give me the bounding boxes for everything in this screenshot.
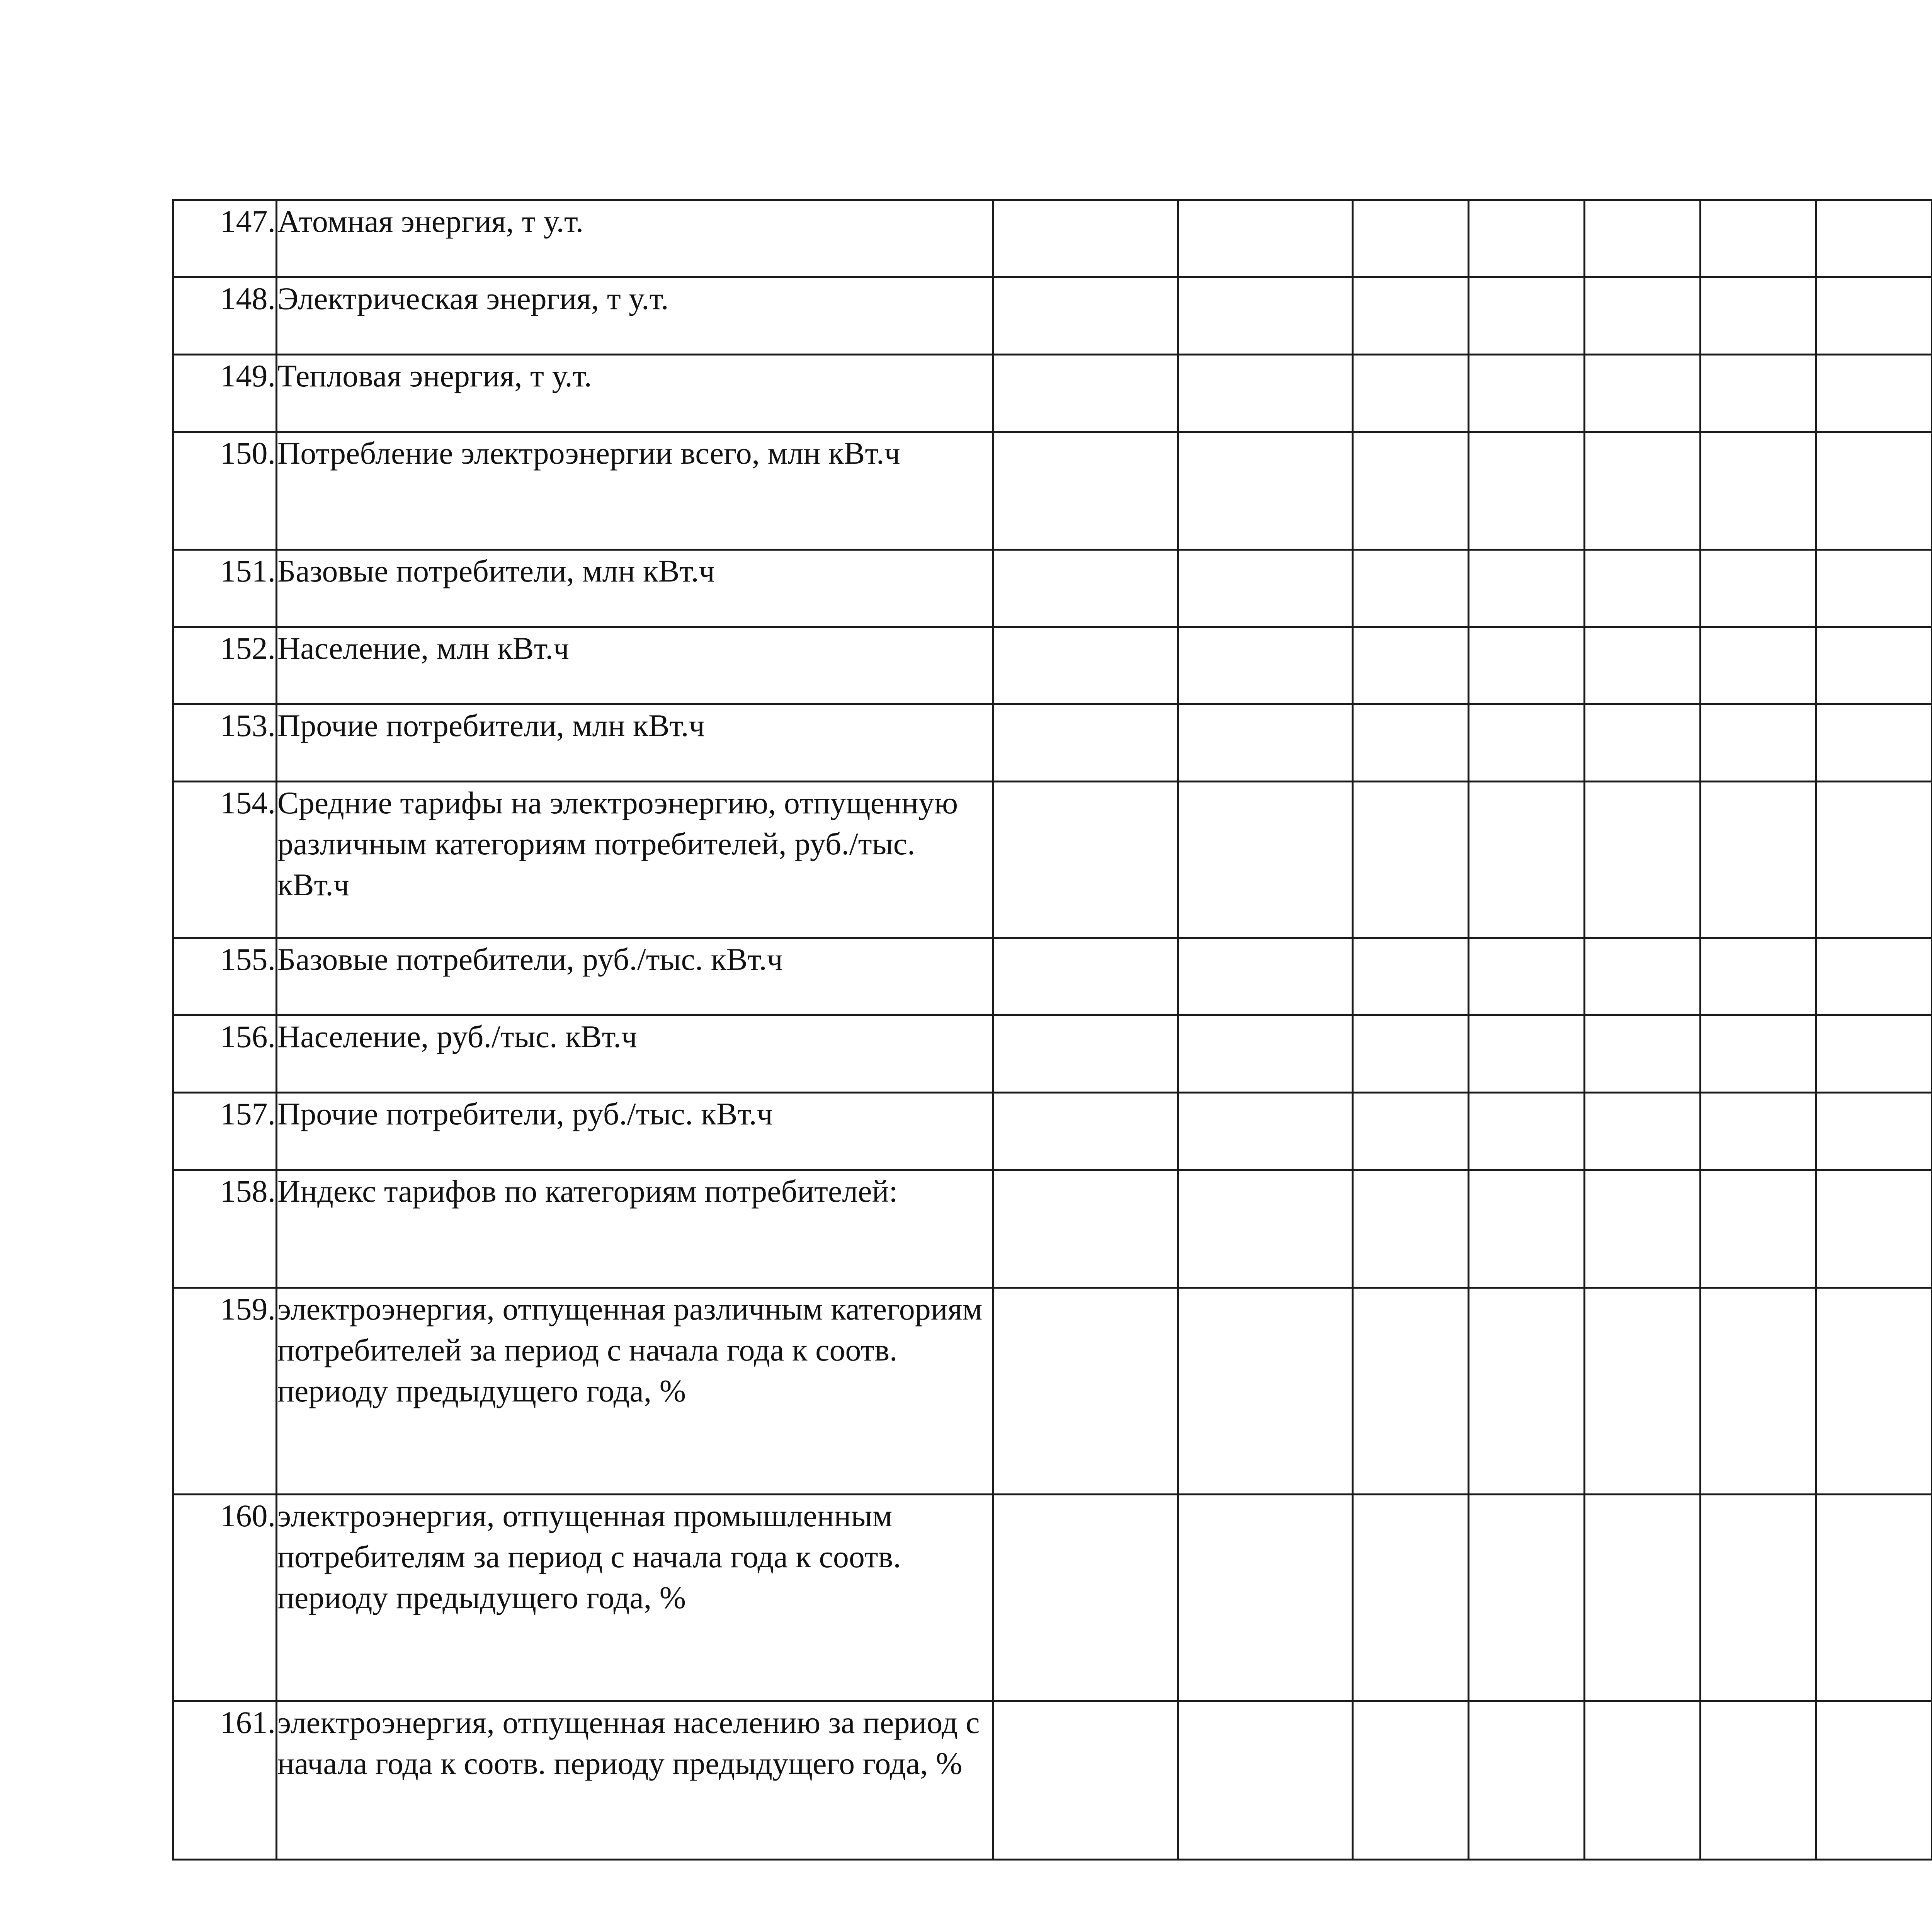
empty-value-cell [1701, 704, 1816, 782]
empty-value-cell [1816, 627, 1932, 704]
row-number: 151. [173, 550, 277, 627]
row-number: 160. [173, 1495, 277, 1701]
empty-value-cell [1701, 355, 1816, 432]
row-label: Прочие потребители, млн кВт.ч [277, 704, 993, 782]
empty-value-cell [993, 432, 1178, 550]
empty-value-cell [1353, 200, 1469, 277]
row-label: Тепловая энергия, т у.т. [277, 355, 993, 432]
empty-value-cell [1585, 432, 1701, 550]
empty-value-cell [1178, 704, 1353, 782]
empty-value-cell [1469, 200, 1585, 277]
empty-value-cell [1353, 277, 1469, 355]
empty-value-cell [1353, 1015, 1469, 1093]
empty-value-cell [993, 200, 1178, 277]
empty-value-cell [1353, 1495, 1469, 1701]
empty-value-cell [1178, 277, 1353, 355]
table-row [173, 1093, 1932, 1170]
table-row [173, 938, 1932, 1015]
row-number: 147. [173, 200, 277, 277]
empty-value-cell [1585, 1170, 1701, 1288]
row-number: 154. [173, 782, 277, 938]
empty-value-cell [1469, 1288, 1585, 1495]
row-number: 153. [173, 704, 277, 782]
row-number: 156. [173, 1015, 277, 1093]
empty-value-cell [1353, 782, 1469, 938]
empty-value-cell [1816, 277, 1932, 355]
table-row [173, 550, 1932, 627]
empty-value-cell [993, 550, 1178, 627]
empty-value-cell [1816, 550, 1932, 627]
row-label: Потребление электроэнергии всего, млн кВт.ч [277, 432, 993, 550]
row-number: 152. [173, 627, 277, 704]
table-row [173, 432, 1932, 550]
table-row [173, 277, 1932, 355]
row-label: Электрическая энергия, т у.т. [277, 277, 993, 355]
empty-value-cell [1469, 355, 1585, 432]
empty-value-cell [1469, 1495, 1585, 1701]
empty-value-cell [1178, 1015, 1353, 1093]
row-label: Население, руб./тыс. кВт.ч [277, 1015, 993, 1093]
empty-value-cell [1178, 627, 1353, 704]
empty-value-cell [1178, 1288, 1353, 1495]
table-row [173, 200, 1932, 277]
empty-value-cell [1816, 432, 1932, 550]
empty-value-cell [1816, 1288, 1932, 1495]
empty-value-cell [1469, 1701, 1585, 1860]
table-row [173, 627, 1932, 704]
empty-value-cell [993, 1015, 1178, 1093]
empty-value-cell [1469, 938, 1585, 1015]
empty-value-cell [1816, 1701, 1932, 1860]
row-label: Индекс тарифов по категориям потребителей: [277, 1170, 993, 1288]
empty-value-cell [993, 1701, 1178, 1860]
empty-value-cell [1816, 938, 1932, 1015]
empty-value-cell [1353, 1288, 1469, 1495]
row-label: Базовые потребители, млн кВт.ч [277, 550, 993, 627]
table-row [173, 1701, 1932, 1860]
empty-value-cell [1178, 200, 1353, 277]
empty-value-cell [1585, 1015, 1701, 1093]
empty-value-cell [1178, 355, 1353, 432]
empty-value-cell [1469, 432, 1585, 550]
table-row [173, 1170, 1932, 1288]
empty-value-cell [1469, 550, 1585, 627]
empty-value-cell [1353, 1170, 1469, 1288]
row-label: Средние тарифы на электроэнергию, отпущенную различным категориям потребителей, руб./тыс. кВт.ч [277, 782, 993, 938]
empty-value-cell [1816, 1495, 1932, 1701]
empty-value-cell [1469, 1093, 1585, 1170]
empty-value-cell [993, 1288, 1178, 1495]
indicators-table [172, 199, 1932, 1861]
empty-value-cell [1701, 1015, 1816, 1093]
row-number: 148. [173, 277, 277, 355]
empty-value-cell [1816, 704, 1932, 782]
empty-value-cell [1353, 1093, 1469, 1170]
row-number: 158. [173, 1170, 277, 1288]
empty-value-cell [993, 1170, 1178, 1288]
empty-value-cell [1469, 277, 1585, 355]
empty-value-cell [1701, 1093, 1816, 1170]
empty-value-cell [1353, 355, 1469, 432]
table-row [173, 704, 1932, 782]
empty-value-cell [1585, 200, 1701, 277]
table-row [173, 1288, 1932, 1495]
empty-value-cell [993, 1093, 1178, 1170]
empty-value-cell [1585, 1093, 1701, 1170]
empty-value-cell [993, 277, 1178, 355]
empty-value-cell [1178, 938, 1353, 1015]
empty-value-cell [993, 627, 1178, 704]
empty-value-cell [1178, 550, 1353, 627]
empty-value-cell [1701, 1170, 1816, 1288]
empty-value-cell [1816, 1015, 1932, 1093]
table-body [173, 200, 1932, 1860]
empty-value-cell [1353, 550, 1469, 627]
empty-value-cell [1353, 704, 1469, 782]
empty-value-cell [1816, 1170, 1932, 1288]
empty-value-cell [1469, 704, 1585, 782]
row-number: 157. [173, 1093, 277, 1170]
row-number: 159. [173, 1288, 277, 1495]
row-label: электроэнергия, отпущенная промышленным потребителям за период с начала года к соотв. периоду предыдущего года, % [277, 1495, 993, 1701]
row-number: 149. [173, 355, 277, 432]
empty-value-cell [1469, 627, 1585, 704]
empty-value-cell [993, 1495, 1178, 1701]
empty-value-cell [1353, 1701, 1469, 1860]
empty-value-cell [993, 938, 1178, 1015]
empty-value-cell [1585, 1701, 1701, 1860]
empty-value-cell [1585, 550, 1701, 627]
empty-value-cell [1178, 1495, 1353, 1701]
empty-value-cell [1469, 1170, 1585, 1288]
empty-value-cell [1353, 432, 1469, 550]
table-row [173, 355, 1932, 432]
empty-value-cell [1701, 277, 1816, 355]
empty-value-cell [1178, 1093, 1353, 1170]
empty-value-cell [1585, 1288, 1701, 1495]
empty-value-cell [993, 704, 1178, 782]
empty-value-cell [1178, 1701, 1353, 1860]
table-row [173, 1015, 1932, 1093]
empty-value-cell [1585, 782, 1701, 938]
empty-value-cell [1469, 1015, 1585, 1093]
empty-value-cell [1816, 355, 1932, 432]
empty-value-cell [1585, 355, 1701, 432]
empty-value-cell [1701, 432, 1816, 550]
empty-value-cell [1353, 627, 1469, 704]
empty-value-cell [1701, 550, 1816, 627]
empty-value-cell [1701, 200, 1816, 277]
row-label: электроэнергия, отпущенная различным категориям потребителей за период с начала года к соотв. периоду предыдущего года, % [277, 1288, 993, 1495]
row-label: Население, млн кВт.ч [277, 627, 993, 704]
empty-value-cell [1701, 627, 1816, 704]
empty-value-cell [993, 782, 1178, 938]
empty-value-cell [1353, 938, 1469, 1015]
row-number: 161. [173, 1701, 277, 1860]
empty-value-cell [1585, 627, 1701, 704]
empty-value-cell [1178, 1170, 1353, 1288]
empty-value-cell [1701, 1495, 1816, 1701]
empty-value-cell [1585, 277, 1701, 355]
empty-value-cell [1701, 1288, 1816, 1495]
row-number: 155. [173, 938, 277, 1015]
table-row [173, 1495, 1932, 1701]
row-label: Базовые потребители, руб./тыс. кВт.ч [277, 938, 993, 1015]
empty-value-cell [1701, 782, 1816, 938]
empty-value-cell [1816, 1093, 1932, 1170]
table-container [172, 199, 1932, 1861]
row-label: Атомная энергия, т у.т. [277, 200, 993, 277]
row-number: 150. [173, 432, 277, 550]
empty-value-cell [1469, 782, 1585, 938]
empty-value-cell [993, 355, 1178, 432]
row-label: электроэнергия, отпущенная населению за период с начала года к соотв. периоду предыдущего года, % [277, 1701, 993, 1860]
empty-value-cell [1585, 704, 1701, 782]
empty-value-cell [1585, 1495, 1701, 1701]
empty-value-cell [1701, 1701, 1816, 1860]
row-label: Прочие потребители, руб./тыс. кВт.ч [277, 1093, 993, 1170]
empty-value-cell [1816, 200, 1932, 277]
empty-value-cell [1178, 782, 1353, 938]
empty-value-cell [1816, 782, 1932, 938]
empty-value-cell [1585, 938, 1701, 1015]
table-row [173, 782, 1932, 938]
empty-value-cell [1178, 432, 1353, 550]
empty-value-cell [1701, 938, 1816, 1015]
